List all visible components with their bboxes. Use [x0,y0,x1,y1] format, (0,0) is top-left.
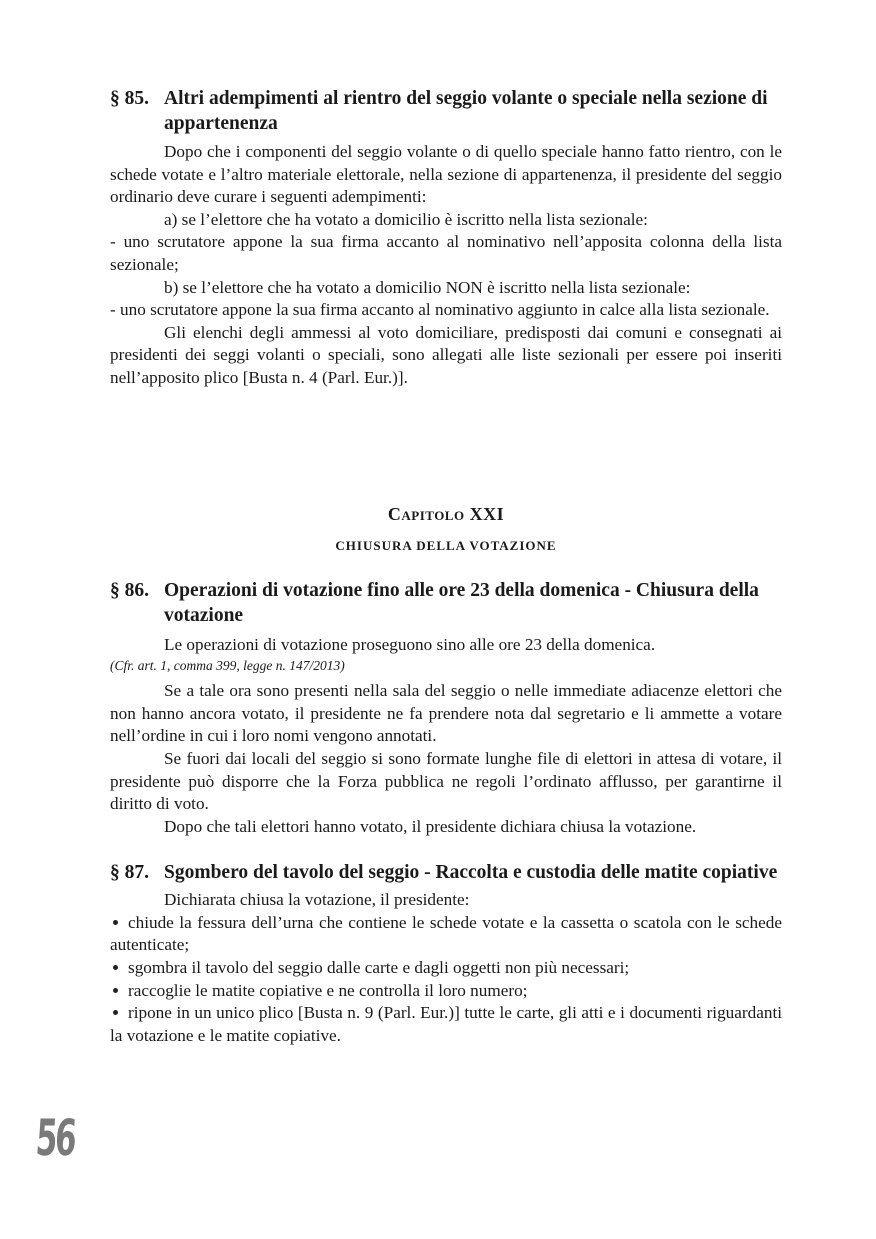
chapter-title: Capitolo XXI [387,503,505,524]
bullet-list [110,912,782,1048]
bullet-icon [113,1010,118,1015]
case-b-label: b) se l’elettore che ha votato a domicilio NON è iscritto nella lista sezionale: [164,277,691,297]
section-86-heading [110,578,782,628]
list-item: sgombra il tavolo del seggio dalle carte e dagli oggetti non più necessari; [110,957,782,980]
case-a-label: a) se l’elettore che ha votato a domicilio è iscritto nella lista sezionale: [164,209,648,229]
paragraph: Dichiarata chiusa la votazione, il presidente: [164,890,470,910]
bullet-icon [113,920,118,925]
section-87-heading [110,860,782,885]
bullet-icon [113,965,118,970]
chapter-heading [110,502,782,556]
section-85 [110,86,782,390]
paragraph: Dopo che i componenti del seggio volante o di quello speciale hanno fatto rientro, con le schede votate e l’altro materiale elettorale, nella sezione di appartenenza, il presidente del seggio ordinario deve curare i seguenti adempimenti: [110,142,782,207]
section-number: § 86. [110,579,149,601]
list-item: raccoglie le matite copiative e ne controlla il loro numero; [110,980,782,1003]
bullet-icon [113,988,118,993]
list-item: ripone in un unico plico [Busta n. 9 (Parl. Eur.)] tutte le carte, gli atti e i documenti riguardanti la votazione e le matite copiative. [110,1003,782,1045]
page-number: 56 [34,1109,77,1167]
paragraph: Se fuori dai locali del seggio si sono formate lunghe file di elettori in attesa di votare, il presidente può disporre che la Forza pubblica ne regoli l’ordinato afflusso, per garantirne il diritto di voto. [110,748,782,814]
paragraph: Le operazioni di votazione proseguono sino alle ore 23 della domenica. [164,634,656,654]
page-body [110,86,782,1047]
paragraph: Dopo che tali elettori hanno votato, il presidente dichiara chiusa la votazione. [164,816,697,836]
case-a-text: - uno scrutatore appone la sua firma accanto al nominativo nell’apposita colonna della lista sezionale; [110,232,782,274]
paragraph: Se a tale ora sono presenti nella sala del seggio o nelle immediate adiacenze elettori che non hanno ancora votato, il presidente ne fa prendere nota dal segretario e li ammette a votare nell’ordine in cui i loro nomi vengono annotati. [110,681,782,746]
paragraph: Gli elenchi degli ammessi al voto domiciliare, predisposti dai comuni e consegnati ai presidenti dei seggi volanti o speciali, sono allegati alle liste sezionali per essere poi inseriti nell’apposito plico [Busta n. 4 (Parl. Eur.)]. [110,322,782,387]
section-title: Operazioni di votazione fino alle ore 23 della domenica - Chiusura della votazione [164,579,759,626]
section-number: § 85. [110,88,149,109]
list-item: chiude la fessura dell’urna che contiene le schede votate e la cassetta o scatola con le schede autenticate; [110,912,782,955]
section-86 [110,578,782,839]
case-b-text: - uno scrutatore appone la sua firma accanto al nominativo aggiunto in calce alla lista sezionale. [110,300,770,320]
legal-citation: (Cfr. art. 1, comma 399, legge n. 147/2013) [110,658,345,674]
section-85-heading [110,86,782,136]
chapter-subtitle: CHIUSURA DELLA VOTAZIONE [335,537,557,553]
section-number: § 87. [110,862,149,884]
section-87 [110,860,782,1047]
section-title: Altri adempimenti al rientro del seggio volante o speciale nella sezione di appartenenza [164,88,768,134]
section-title: Sgombero del tavolo del seggio - Raccolta e custodia delle matite copiative [164,862,778,884]
